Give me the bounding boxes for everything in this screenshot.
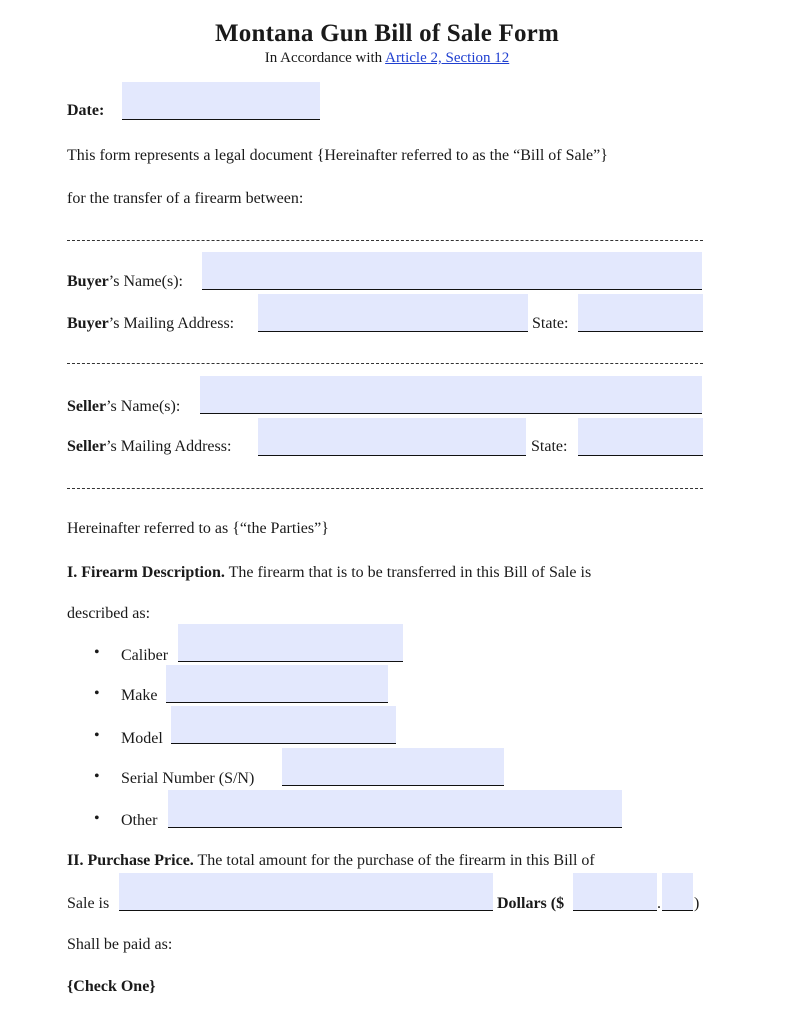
check-one-label: {Check One}	[67, 978, 156, 995]
subtitle-prefix: In Accordance with	[264, 50, 386, 66]
price-words-field[interactable]	[119, 873, 493, 911]
seller-address-label-rest: ’s Mailing Address:	[106, 438, 232, 455]
caliber-label: Caliber	[121, 647, 169, 664]
buyer-address-label	[67, 315, 234, 333]
model-label: Model	[121, 730, 163, 747]
buyer-state-field[interactable]	[578, 294, 703, 332]
buyer-name-label	[67, 273, 183, 291]
divider	[67, 240, 703, 241]
serial-number-field[interactable]	[282, 748, 504, 786]
seller-name-field[interactable]	[200, 376, 702, 414]
bullet: •	[94, 644, 100, 661]
seller-name-label-bold: Seller	[67, 398, 107, 415]
intro-line-2: for the transfer of a firearm between:	[67, 190, 304, 207]
parties-text: Hereinafter referred to as {“the Parties”}	[67, 520, 329, 537]
paid-as-label: Shall be paid as:	[67, 936, 173, 953]
buyer-name-label-rest: ’s Name(s):	[108, 273, 183, 290]
bullet: •	[94, 727, 100, 744]
page-title: Montana Gun Bill of Sale Form	[214, 20, 559, 47]
date-label: Date:	[67, 102, 105, 119]
seller-state-field[interactable]	[578, 418, 703, 456]
buyer-address-label-rest: ’s Mailing Address:	[108, 315, 235, 332]
buyer-name-field[interactable]	[202, 252, 702, 290]
seller-address-field[interactable]	[258, 418, 526, 456]
sale-is-label: Sale is	[67, 895, 110, 912]
date-field[interactable]	[122, 82, 320, 120]
firearm-text: The firearm that is to be transferred in this Bill of Sale is	[224, 564, 592, 581]
price-cents-field[interactable]	[662, 873, 693, 911]
dollars-label: Dollars ($	[497, 895, 565, 912]
close-paren: )	[694, 895, 700, 912]
firearm-text-2: described as:	[67, 605, 151, 622]
buyer-address-field[interactable]	[258, 294, 528, 332]
serial-number-label: Serial Number (S/N)	[121, 770, 255, 787]
article-link[interactable]: Article 2, Section 12	[385, 50, 510, 66]
seller-name-label	[67, 398, 180, 416]
price-paragraph	[67, 852, 595, 870]
price-dollars-field[interactable]	[573, 873, 657, 911]
buyer-name-label-bold: Buyer	[67, 273, 109, 290]
divider	[67, 488, 703, 489]
bullet: •	[94, 810, 100, 827]
seller-address-label	[67, 438, 231, 456]
make-field[interactable]	[166, 665, 388, 703]
make-label: Make	[121, 687, 158, 704]
buyer-address-label-bold: Buyer	[67, 315, 109, 332]
divider	[67, 363, 703, 364]
buyer-state-label: State:	[532, 315, 569, 332]
price-heading: II. Purchase Price.	[67, 852, 194, 869]
bullet: •	[94, 685, 100, 702]
price-text: The total amount for the purchase of the firearm in this Bill of	[193, 852, 595, 869]
firearm-heading: I. Firearm Description.	[67, 564, 225, 581]
model-field[interactable]	[171, 706, 396, 744]
other-field[interactable]	[168, 790, 622, 828]
caliber-field[interactable]	[178, 624, 403, 662]
seller-address-label-bold: Seller	[67, 438, 107, 455]
other-label: Other	[121, 812, 158, 829]
seller-name-label-rest: ’s Name(s):	[106, 398, 181, 415]
intro-line-1: This form represents a legal document {Hereinafter referred to as the “Bill of Sale”}	[67, 147, 608, 164]
decimal-point: .	[657, 895, 661, 912]
page-subtitle	[0, 50, 774, 67]
firearm-paragraph	[67, 564, 591, 582]
bullet: •	[94, 768, 100, 785]
seller-state-label: State:	[531, 438, 568, 455]
